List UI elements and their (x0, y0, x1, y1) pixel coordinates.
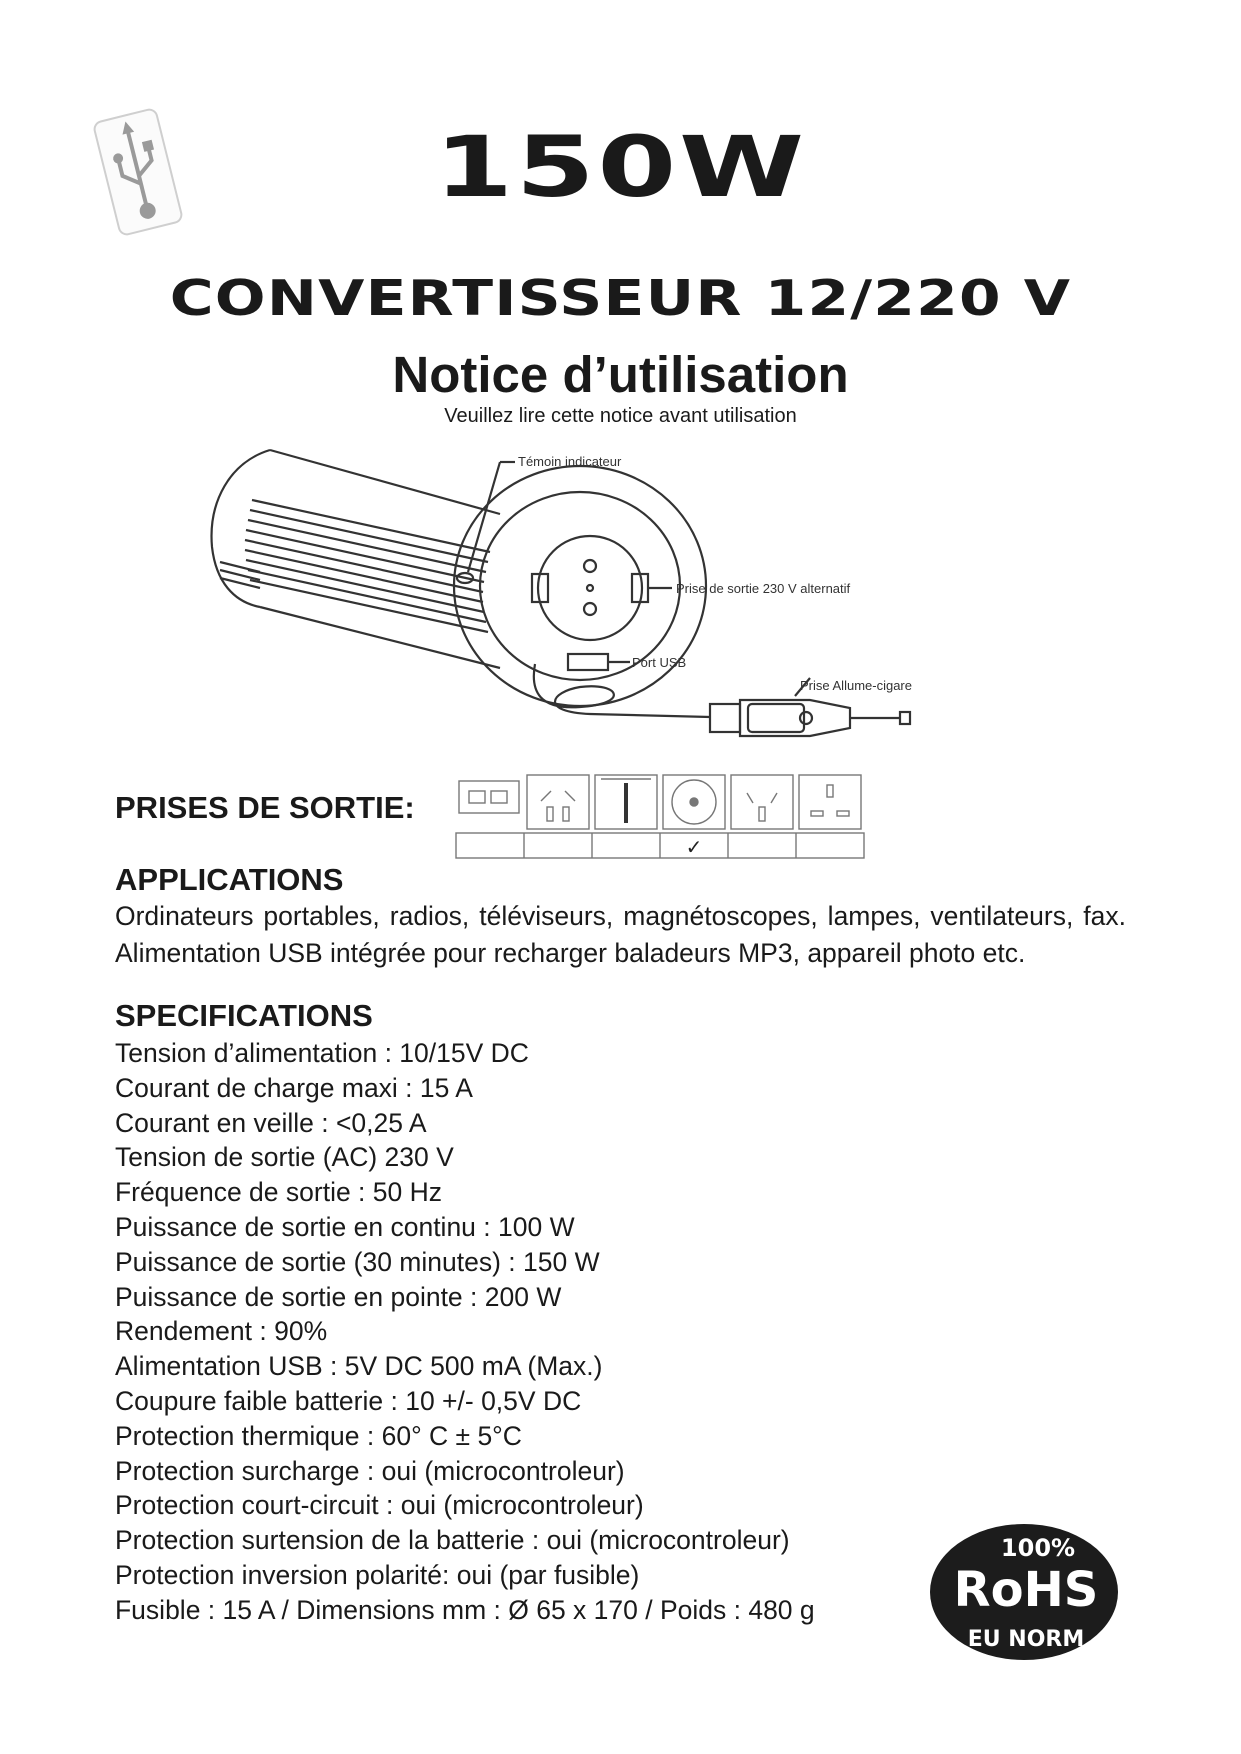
spec-item: Courant en veille : <0,25 A (115, 1107, 427, 1138)
spec-item: Protection inversion polarité: oui (par fusible) (115, 1559, 640, 1590)
spec-item: Puissance de sortie en continu : 100 W (115, 1211, 575, 1242)
label-usb-port: Port USB (632, 655, 687, 670)
rohs-percent: 100% (1000, 1534, 1076, 1562)
spec-item: Puissance de sortie (30 minutes) : 150 W (115, 1246, 600, 1277)
power-rating-title: 150W (434, 118, 807, 216)
spec-item: Puissance de sortie en pointe : 200 W (115, 1281, 562, 1312)
rohs-norm: EU NORM (967, 1627, 1085, 1652)
spec-item: Fréquence de sortie : 50 Hz (115, 1177, 443, 1208)
spec-item: Tension d’alimentation : 10/15V DC (115, 1038, 529, 1068)
label-cigarette-plug: Prise Allume-cigare (800, 678, 912, 693)
label-ac-outlet: Prise de sortie 230 V alternatif (676, 581, 851, 596)
spec-item: Protection surcharge : oui (microcontroleur) (115, 1455, 625, 1486)
rohs-label: RoHS (953, 1562, 1099, 1618)
specifications-list (115, 1036, 815, 1628)
page-title: Notice d’utilisation (392, 346, 849, 403)
product-title: CONVERTISSEUR 12/220 V (169, 270, 1072, 327)
page-subtitle: Veuillez lire cette notice avant utilisation (444, 405, 797, 427)
spec-item: Protection surtension de la batterie : oui (microcontroleur) (115, 1525, 790, 1556)
outlets-heading: PRISES DE SORTIE: (115, 790, 415, 825)
rohs-badge (928, 1522, 1120, 1662)
spec-item: Protection court-circuit : oui (microcontroleur) (115, 1490, 644, 1521)
spec-item: Coupure faible batterie : 10 +/- 0,5V DC (115, 1385, 582, 1416)
inverter-diagram (200, 442, 1050, 762)
selected-outlet-check: ✓ (685, 835, 703, 859)
applications-heading: APPLICATIONS (115, 862, 344, 897)
spec-item: Fusible : 15 A / Dimensions mm : Ø 65 x 170 / Poids : 480 g (115, 1594, 815, 1625)
spec-item: Alimentation USB : 5V DC 500 mA (Max.) (115, 1351, 603, 1382)
outlet-types-table (455, 773, 865, 864)
spec-item: Protection thermique : 60° C ± 5°C (115, 1420, 522, 1451)
label-indicator: Témoin indicateur (518, 454, 622, 469)
specifications-heading: SPECIFICATIONS (115, 998, 373, 1033)
spec-item: Courant de charge maxi : 15 A (115, 1072, 473, 1103)
spec-item: Tension de sortie (AC) 230 V (115, 1142, 454, 1173)
applications-text: Ordinateurs portables, radios, téléviseurs, magnétoscopes, lampes, ventilateurs, fax. Alimentation USB intégrée pour recharger baladeurs MP3, appareil photo etc. (115, 901, 1126, 968)
spec-item: Rendement : 90% (115, 1316, 328, 1347)
